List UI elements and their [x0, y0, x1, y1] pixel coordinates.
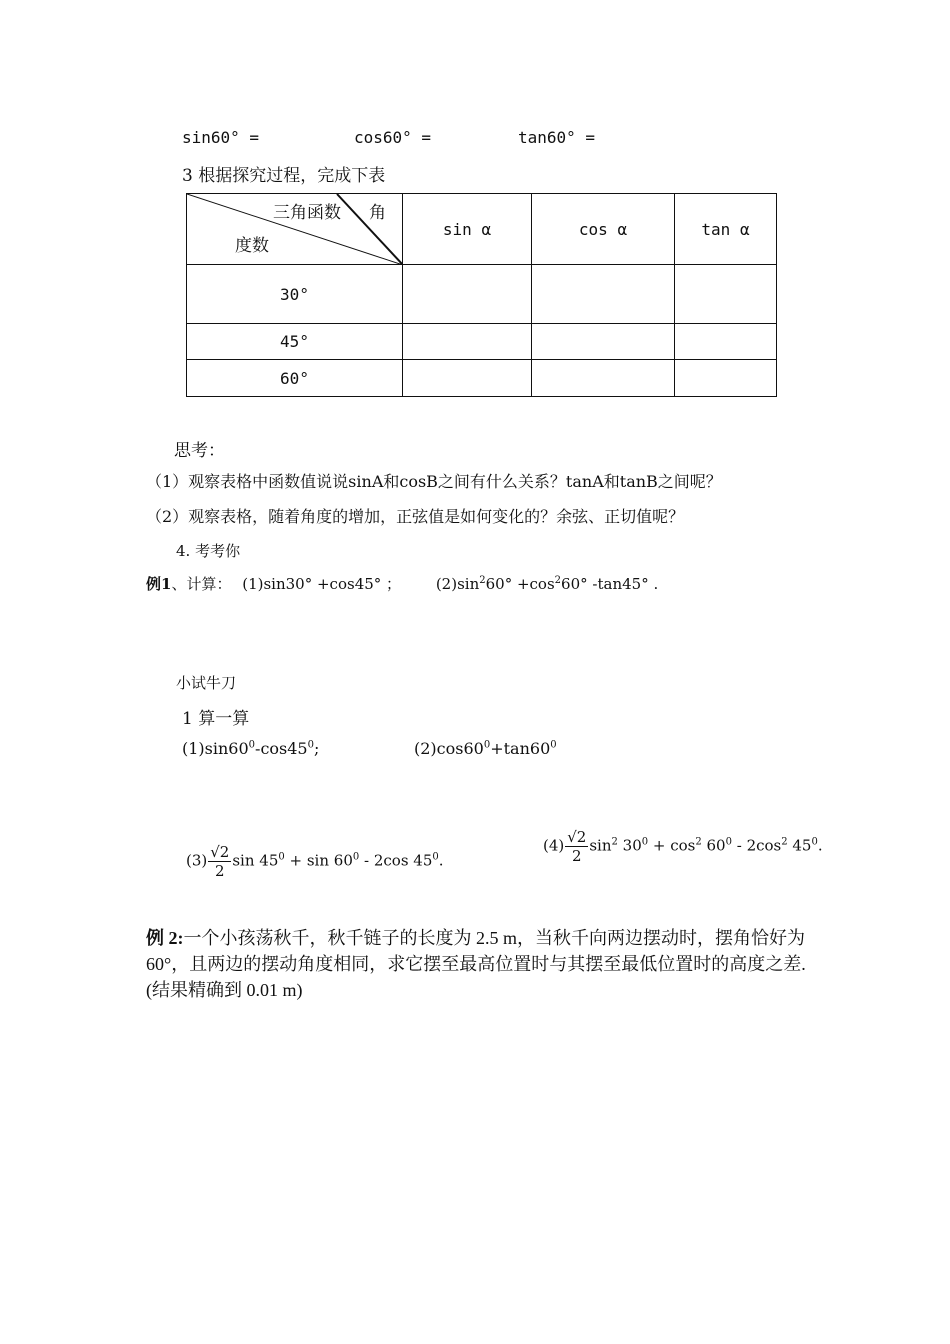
- cos60-prompt: cos60° =: [354, 128, 432, 147]
- f4-sup-f: 0: [811, 836, 818, 848]
- section4-title: 4. 考考你: [176, 542, 241, 560]
- header-angle-label: 角: [369, 203, 386, 223]
- cell-sin60: [403, 360, 532, 397]
- f4-den: 2: [572, 847, 582, 865]
- col-header-tan: tan α: [675, 194, 777, 265]
- f3-num: √2: [210, 843, 230, 861]
- p1-c: ;: [313, 739, 320, 758]
- section3-title: 3 根据探究过程，完成下表: [182, 166, 386, 186]
- p2-a: (2)cos60: [414, 739, 484, 758]
- f4-e: - 2cos: [731, 836, 782, 855]
- f4-sup-d: 0: [725, 836, 732, 848]
- ex1-p2-b: 60° +cos: [485, 575, 555, 593]
- cell-cos60: [532, 360, 675, 397]
- p1-a: (1)sin60: [182, 739, 249, 758]
- f3-sup-b: 0: [352, 851, 360, 863]
- f4-sup-e: 2: [781, 836, 788, 848]
- col-header-sin: sin α: [403, 194, 532, 265]
- example2-text: 一个小孩荡秋千，秋千链子的长度为 2.5 m，当秋千向两边摆动时，摆角恰好为 60°，且两边的摆动角度相同，求它摆至最高位置时与其摆至最低位置时的高度之差.(结果精确到 0.01 m): [146, 928, 806, 1000]
- example2-paragraph: [146, 925, 810, 1003]
- f3-label: (3): [186, 851, 208, 870]
- formula-3: [186, 843, 444, 880]
- f4-a: sin: [589, 836, 612, 855]
- example1-line: [146, 573, 658, 594]
- trig-values-table: [186, 193, 777, 397]
- cell-sin30: [403, 265, 532, 324]
- example1-part1: (1)sin30° +cos45° ；: [242, 575, 402, 593]
- f4-f: 45: [787, 836, 812, 855]
- header-function-label: 三角函数: [273, 203, 341, 223]
- f4-sup-b: 0: [641, 836, 649, 848]
- cell-tan30: [675, 265, 777, 324]
- f3-b: + sin 60: [284, 851, 353, 870]
- sin60-prompt: sin60° =: [182, 128, 260, 147]
- f4-b: 30: [617, 836, 642, 855]
- ex1-p2-sup1: 2: [479, 575, 486, 586]
- p2-b: +tan60: [490, 739, 551, 758]
- f4-d: 60: [701, 836, 726, 855]
- f4-g: .: [817, 836, 823, 855]
- p2-sup1: 0: [483, 739, 491, 751]
- cell-cos30: [532, 265, 675, 324]
- think-title: 思考：: [174, 441, 225, 461]
- f3-fraction: [208, 843, 231, 880]
- example1-label: 例1: [146, 575, 172, 593]
- trial-problem-1: [182, 739, 319, 758]
- ex1-p2-c: 60° -tan45° .: [561, 575, 659, 593]
- f4-num: √2: [567, 828, 587, 846]
- formula-4: [543, 828, 823, 865]
- f3-sup-a: 0: [278, 851, 285, 863]
- cell-tan45: [675, 324, 777, 360]
- trial-title: 小试牛刀: [176, 674, 237, 692]
- cell-cos45: [532, 324, 675, 360]
- trial-subtitle: 1 算一算: [182, 709, 250, 729]
- row-label-30: 30°: [187, 265, 403, 324]
- example2-label: 例 2:: [146, 928, 184, 948]
- ex1-p2-sup2: 2: [554, 575, 562, 586]
- row-label-45: 45°: [187, 324, 403, 360]
- f4-fraction: [565, 828, 588, 865]
- f4-c: + cos: [648, 836, 696, 855]
- think-question-1: （1）观察表格中函数值说说sinA和cosB之间有什么关系？tanA和tanB之间呢？: [146, 472, 722, 491]
- f3-d: .: [438, 851, 444, 870]
- f3-a: sin 45: [232, 851, 279, 870]
- f4-label: (4): [543, 836, 565, 855]
- f3-sup-c: 0: [432, 851, 439, 863]
- f3-c: - 2cos 45: [359, 851, 433, 870]
- col-header-cos: cos α: [532, 194, 675, 265]
- header-degree-label: 度数: [235, 236, 269, 256]
- p1-b: -cos45: [255, 739, 308, 758]
- f3-den: 2: [215, 862, 225, 880]
- example1-prefix: 、计算：: [171, 575, 232, 593]
- row-label-60: 60°: [187, 360, 403, 397]
- table-diagonal-header: [187, 194, 403, 265]
- ex1-p2-a: (2)sin: [435, 575, 480, 593]
- f4-sup-c: 2: [695, 836, 702, 848]
- tan60-prompt: tan60° =: [518, 128, 596, 147]
- trial-problem-2: [414, 739, 557, 758]
- cell-sin45: [403, 324, 532, 360]
- cell-tan60: [675, 360, 777, 397]
- p1-sup2: 0: [307, 739, 314, 751]
- think-question-2: （2）观察表格，随着角度的增加，正弦值是如何变化的？余弦、正切值呢？: [146, 507, 685, 526]
- example1-part2: [436, 575, 658, 593]
- p2-sup2: 0: [550, 739, 557, 751]
- f4-sup-a: 2: [611, 836, 618, 848]
- p1-sup1: 0: [248, 739, 256, 751]
